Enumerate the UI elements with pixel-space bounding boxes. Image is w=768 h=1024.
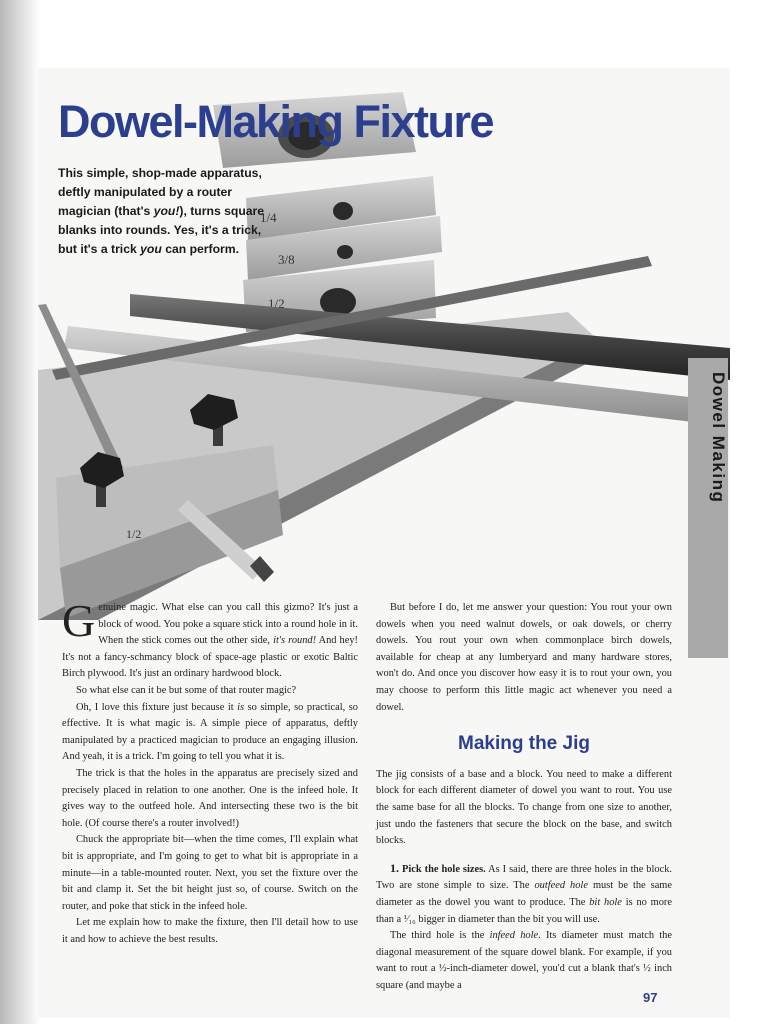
block-label-2: 3/8 — [278, 252, 295, 267]
paragraph: The third hole is the infeed hole. Its diameter must match the diagonal measurement of the square dowel blank. For example, if you want to rout a ½-inch-diameter dowel, you'd cut a blank that's ½ inch square (and maybe a — [376, 930, 672, 991]
paragraph: Chuck the appropriate bit—when the time comes, I'll explain what bit is appropriate, and I'm going to get to what bit is appropriate in a minute—in a table-mounted router. Next, you set the fixture over the bit and clamp it. Set the bit height just so, of course. Switch on the router, and poke that stick in the infeed hole. — [62, 834, 358, 912]
section-side-tab — [688, 358, 728, 658]
paragraph: The trick is that the holes in the apparatus are precisely sized and precisely placed in relation to one another. One is the infeed hole. It gives way to the outfeed hole. And intersecting these two is the bit hole. (Of course there's a router involved!) — [62, 767, 358, 829]
page-gutter-shadow — [0, 0, 40, 1024]
paragraph: Let me explain how to make the fixture, then I'll detail how to use it and how to achieve the best results. — [62, 917, 358, 945]
paragraph: Oh, I love this fixture just because it is so simple, so practical, so effective. It is what magic is. A simple piece of apparatus, deftly manipulated by a practiced magician to produce an engaging illusion. And yeah, it is a trick. I'm going to tell you what it is. — [62, 701, 359, 763]
side-tab-label: Dowel Making — [709, 372, 728, 504]
section-heading: Making the Jig — [458, 733, 590, 755]
drop-cap: G — [62, 595, 96, 646]
base-label: 1/2 — [126, 527, 142, 541]
page-number: 97 — [643, 990, 658, 1005]
subtitle: This simple, shop-made apparatus, deftly manipulated by a router magician (that's you!), turns square blanks into rounds. Yes, it's a trick, but it's a trick you can perform. — [58, 166, 265, 256]
paragraph: The jig consists of a base and a block. You need to make a different block for each different diameter of dowel you want to rout. You use the same base for all the blocks. To change from one size to another, just undo the fasteners that secure the block on the base, and switch blocks. — [376, 768, 672, 847]
block-label-3: 1/2 — [268, 296, 285, 311]
step-title: Pick the hole sizes. — [402, 863, 486, 875]
paragraph: So what else can it be but some of that router magic? — [76, 684, 297, 696]
paragraph: Genuine magic. What else can you call this gizmo? It's just a block of wood. You poke a square stick into a round hole in it. When the stick comes out the other side, it's round! And hey! It's not a fancy-schmancy block of space-age plastic or exotic Baltic Birch plywood. It's just an ordinary hardwood block. — [62, 595, 358, 680]
step-paragraph: 1. Pick the hole sizes. As I said, there are three holes in the block. Two are stone simple to size. The outfeed hole must be the same diameter as the dowel you want to produce. The bit hole is no more than a ¹⁄₁₆ bigger in diameter than the bit you will use. — [376, 860, 672, 925]
step-number: 1. — [390, 860, 399, 875]
left-column — [62, 595, 359, 948]
paragraph: But before I do, let me answer your question: You rout your own dowels when you need walnut dowels, or oak dowels, or cherry dowels. You rout your own when commonplace birch dowels, available for cheap at any lumberyard and many hardware stores, won't do. And once you discover how easy it is to rout your own, you may choose to perform this little magic act whenever you need a dowel. — [376, 602, 672, 713]
right-column — [376, 600, 672, 994]
block-label-1: 1/4 — [260, 210, 277, 225]
fixture-photo — [38, 80, 730, 620]
page-title: Dowel-Making Fixture — [58, 96, 494, 147]
